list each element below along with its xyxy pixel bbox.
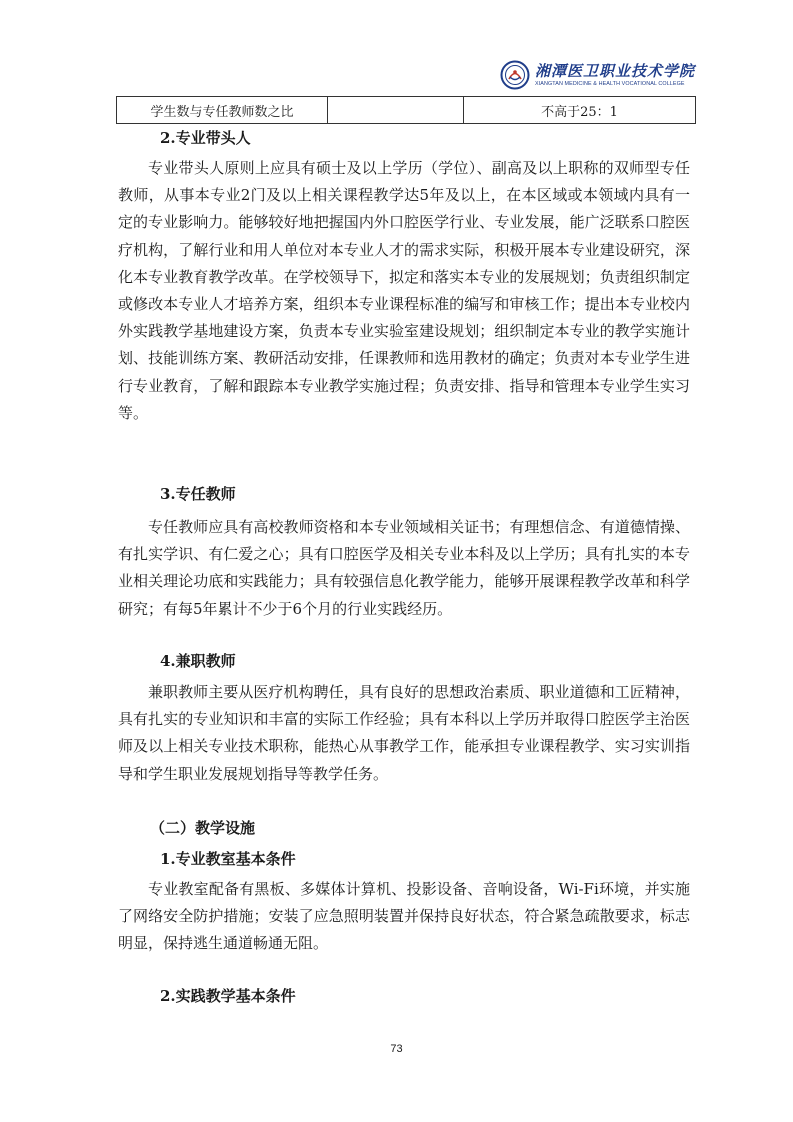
heading-practice-conditions: 2.实践教学基本条件 bbox=[160, 987, 296, 1005]
college-name-en: XIANGTAN MEDICINE & HEALTH VOCATIONAL COLLEGE bbox=[535, 81, 685, 87]
heading-teaching-facilities: （二）教学设施 bbox=[150, 819, 256, 837]
table-row bbox=[117, 97, 696, 124]
ratio-value-cell: 不高于25：1 bbox=[464, 97, 696, 124]
college-logo bbox=[500, 58, 700, 92]
heading-full-time-teachers: 3.专任教师 bbox=[160, 485, 236, 503]
college-name-cn: 湘潭医卫职业技术学院 bbox=[535, 62, 696, 80]
heading-part-time-teachers: 4.兼职教师 bbox=[160, 652, 236, 670]
paragraph-full-time-teachers: 专任教师应具有高校教师资格和本专业领域相关证书；有理想信念、有道德情操、有扎实学识、有仁爱之心；具有口腔医学及相关专业本科及以上学历；具有扎实的本专业相关理论功底和实践能力；具有较强信息化教学能力，能够开展课程教学改革和科学研究；有每5年累计不少于6个月的行业实践经历。 bbox=[118, 518, 690, 618]
heading-classroom-conditions: 1.专业教室基本条件 bbox=[160, 850, 296, 868]
paragraph-classroom-conditions: 专业教室配备有黑板、多媒体计算机、投影设备、音响设备，Wi-Fi环境，并实施了网络安全防护措施；安装了应急照明装置并保持良好状态，符合紧急疏散要求，标志明显，保持逃生通道畅通无阻。 bbox=[118, 880, 690, 953]
heading-program-leader: 2.专业带头人 bbox=[160, 129, 251, 147]
college-emblem-icon bbox=[500, 60, 530, 90]
paragraph-program-leader: 专业带头人原则上应具有硕士及以上学历（学位）、副高及以上职称的双师型专任教师，从事本专业2门及以上相关课程教学达5年及以上，在本区域或本领域内具有一定的专业影响力。能够较好地把握国内外口腔医学行业、专业发展，能广泛联系口腔医疗机构，了解行业和用人单位对本专业人才的需求实际，积极开展本专业建设研究，深化本专业教育教学改革。在学校领导下，拟定和落实本专业的发展规划；负责组织制定或修改本专业人才培养方案，组织本专业课程标准的编写和审核工作；提出本专业校内外实践教学基地建设方案，负责本专业实验室建设规划；组织制定本专业的教学实施计划、技能训练方案、教研活动安排，任课教师和选用教材的确定；负责对本专业学生进行专业教育，了解和跟踪本专业教学实施过程；负责安排、指导和管理本专业学生实习等。 bbox=[118, 159, 690, 422]
page-number: 73 bbox=[390, 1043, 403, 1055]
ratio-label-cell: 学生数与专任教师数之比 bbox=[117, 97, 328, 124]
ratio-table bbox=[116, 96, 696, 124]
paragraph-part-time-teachers: 兼职教师主要从医疗机构聘任，具有良好的思想政治素质、职业道德和工匠精神，具有扎实的专业知识和丰富的实际工作经验；具有本科以上学历并取得口腔医学主治医师及以上相关专业技术职称，能热心从事教学工作，能承担专业课程教学、实习实训指导和学生职业发展规划指导等教学任务。 bbox=[118, 683, 690, 783]
empty-cell bbox=[328, 97, 464, 124]
